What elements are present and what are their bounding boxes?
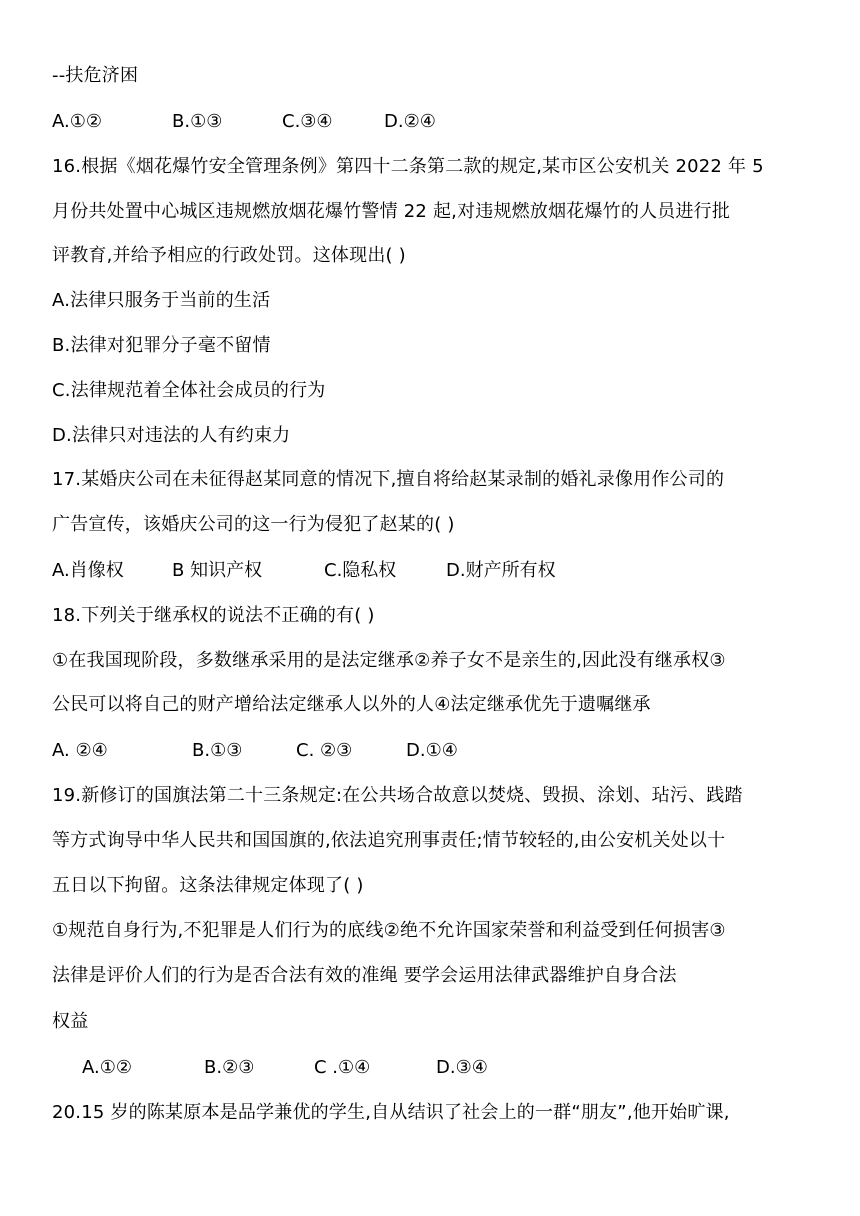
q16-option-b: B.法律对犯罪分子毫不留情 — [52, 335, 271, 356]
option-a: A. ②④ — [52, 740, 108, 761]
question-19-line-1: 19.新修订的国旗法第二十三条规定:在公共场合故意以焚烧、毁损、涂划、玷污、践踏 — [52, 785, 743, 806]
option-a: A.①② — [82, 1057, 132, 1078]
question-19-line-4: ①规范自身行为,不犯罪是人们行为的底线②绝不允许国家荣誉和利益受到任何损害③ — [52, 920, 726, 941]
question-18-line-1: 18.下列关于继承权的说法不正确的有( ) — [52, 605, 375, 626]
question-16-line-1: 16.根据《烟花爆竹安全管理条例》第四十二条第二款的规定,某市区公安机关 2022 年 5 — [52, 156, 764, 177]
q18-options — [52, 739, 472, 763]
option-a: A.①② — [52, 111, 102, 132]
question-19-line-3: 五日以下拘留。这条法律规定体现了( ) — [52, 875, 364, 896]
question-18-line-2: ①在我国现阶段，多数继承采用的是法定继承②养子女不是亲生的,因此没有继承权③ — [52, 650, 726, 671]
option-c: C .①④ — [314, 1057, 371, 1078]
question-17-line-1: 17.某婚庆公司在未征得赵某同意的情况下,擅自将给赵某录制的婚礼录像用作公司的 — [52, 469, 725, 490]
option-a: A.肖像权 — [52, 560, 124, 581]
q16-option-a: A.法律只服务于当前的生活 — [52, 290, 271, 311]
q19-options — [82, 1056, 502, 1080]
question-19-line-2: 等方式询导中华人民共和国国旗的,依法追究刑事责任;情节较轻的,由公安机关处以十 — [52, 830, 726, 851]
option-c: C. ②③ — [296, 740, 353, 761]
option-b: B.②③ — [204, 1057, 255, 1078]
option-d: D.①④ — [406, 740, 458, 761]
q16-option-c: C.法律规范着全体社会成员的行为 — [52, 380, 326, 401]
question-19-line-5: 法律是评价人们的行为是否合法有效的准绳 要学会运用法律武器维护自身合法 — [52, 965, 677, 986]
question-19-line-6: 权益 — [52, 1011, 89, 1032]
option-d: D.③④ — [436, 1057, 488, 1078]
question-16-line-3: 评教育,并给予相应的行政处罚。这体现出( ) — [52, 245, 406, 266]
option-c: C.隐私权 — [324, 560, 397, 581]
option-b: B 知识产权 — [172, 560, 263, 581]
option-b: B.①③ — [192, 740, 243, 761]
q16-option-d: D.法律只对违法的人有约束力 — [52, 425, 291, 446]
q17-options — [52, 559, 612, 583]
question-18-line-3: 公民可以将自己的财产增给法定继承人以外的人④法定继承优先于遗嘱继承 — [52, 694, 651, 715]
option-c: C.③④ — [282, 111, 333, 132]
option-d: D.②④ — [384, 111, 436, 132]
text-line: --扶危济困 — [52, 65, 139, 86]
question-16-line-2: 月份共处置中心城区违规燃放烟花爆竹警情 22 起,对违规燃放烟花爆竹的人员进行批 — [52, 201, 731, 222]
option-d: D.财产所有权 — [446, 560, 556, 581]
question-20-line-1: 20.15 岁的陈某原本是品学兼优的学生,自从结识了社会上的一群“朋友”,他开始旷课, — [52, 1102, 730, 1123]
question-17-line-2: 广告宣传，该婚庆公司的这一行为侵犯了赵某的( ) — [52, 514, 455, 535]
q15-options — [52, 110, 472, 134]
option-b: B.①③ — [172, 111, 223, 132]
